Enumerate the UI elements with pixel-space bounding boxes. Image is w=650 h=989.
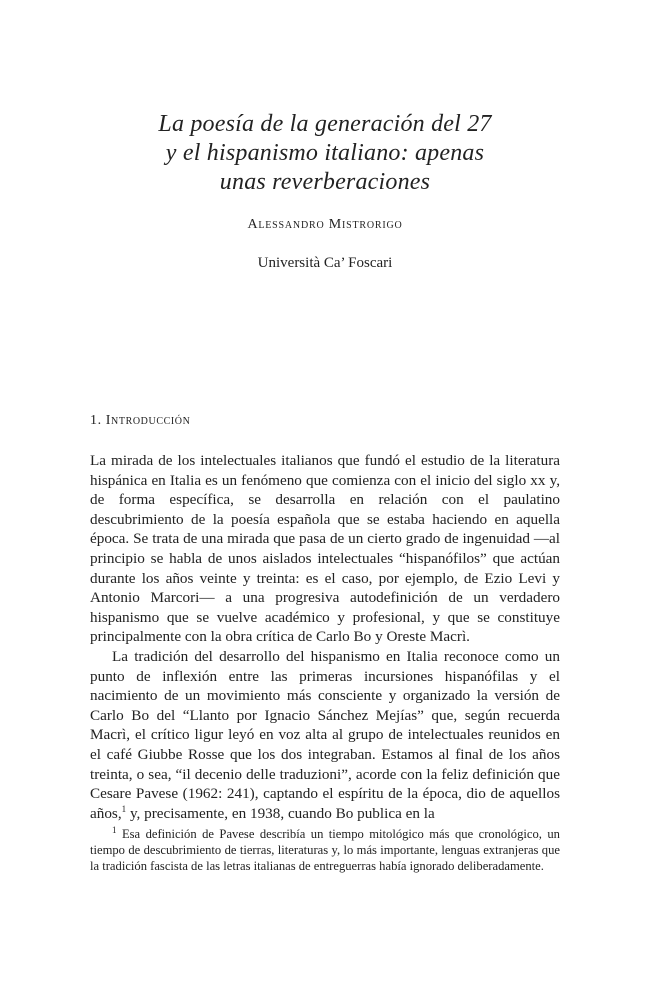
title-line: La poesía de la generación del 27: [158, 111, 492, 137]
paragraph-text-tail: y, precisamente, en 1938, cuando Bo publica en la: [126, 804, 435, 822]
paragraph-text: La tradición del desarrollo del hispanismo en Italia reconoce como un punto de inflexión entre las primeras incursiones hispanófilas y el nacimiento de un movimiento más consciente y organizado la versión de Carlo Bo del “Llanto por Ignacio Sánchez Mejías” que, según recuerda Macrì, el crítico ligur leyó en voz alta al grupo de intelectuales reunidos en el café Giubbe Rosse que los dos integraban. Estamos al final de los años treinta, o sea, “il decenio delle traduzioni”, acorde con la feliz definición que Cesare Pavese (1962: 241), captando el espíritu de la época, dio de aquellos años,: [90, 647, 560, 822]
author-affiliation: Università Ca’ Foscari: [257, 255, 393, 271]
footnote-text: Esa definición de Pavese describía un tiempo mitológico más que cronológico, un tiempo de descubrimiento de tierras, literaturas y, lo más importante, lenguas extranjeras que la tradición fascista de las letras italianas de entreguerras había ignorado deliberadamente.: [90, 827, 560, 873]
article-title: [0, 110, 650, 197]
title-line: y el hispanismo italiano: apenas: [165, 140, 485, 166]
footnote: [90, 826, 560, 874]
footnote-number: 1: [112, 824, 117, 835]
section-heading: 1. Introducción: [90, 413, 191, 428]
title-line: unas reverberaciones: [219, 169, 431, 195]
author-name: Alessandro Mistrorigo: [247, 217, 403, 232]
paragraph: [90, 647, 560, 823]
body-text: [90, 451, 560, 823]
footnote-reference[interactable]: 1: [121, 803, 127, 814]
paragraph: La mirada de los intelectuales italianos que fundó el estudio de la literatura hispánica en Italia es un fenómeno que comienza con el inicio del siglo xx y, de forma específica, se desarrolla en relación con el paulatino descubrimiento de la poesía española que se estaba haciendo en aquella época. Se trata de una mirada que pasa de un cierto grado de ingenuidad —al principio se habla de unos aislados intelectuales “hispanófilos” que actúan durante los años veinte y treinta: es el caso, por ejemplo, de Ezio Levi y Antonio Marcori— a una progresiva autodefinición de un verdadero hispanismo que se vuelve académico y profesional, y que se constituye principalmente con la obra crítica de Carlo Bo y Oreste Macrì.: [90, 452, 560, 646]
